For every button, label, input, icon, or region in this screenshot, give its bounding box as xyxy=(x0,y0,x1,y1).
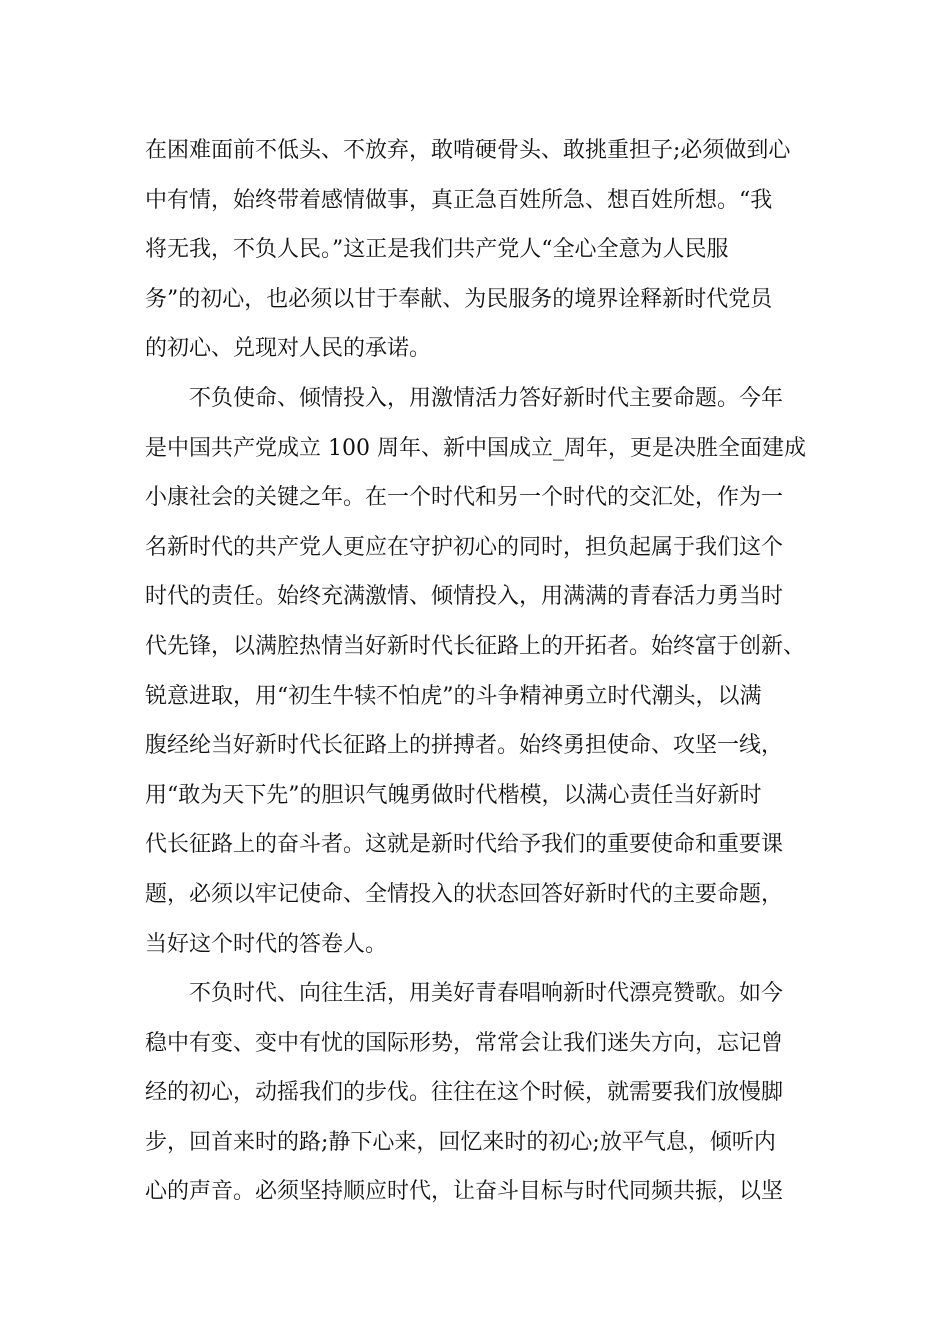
paragraph-line: 不负时代、向往生活，用美好青春唱响新时代漂亮赞歌。如今 xyxy=(189,981,784,1007)
paragraph-line: 在困难面前不低头、不放弃，敢啃硬骨头、敢挑重担子;必须做到心 xyxy=(145,138,791,163)
paragraph-1 xyxy=(145,126,825,374)
paragraph-line: 心的声音。必须坚持顺应时代，让奋斗目标与时代同频共振，以坚 xyxy=(145,1179,784,1205)
paragraph-line: 中有情，始终带着感情做事，真正急百姓所急、想百姓所想。“我 xyxy=(145,187,773,213)
paragraph-3 xyxy=(145,969,825,1217)
paragraph-line: 当好这个时代的答卷人。 xyxy=(145,931,388,957)
paragraph-line: 将无我，不负人民。”这正是我们共产党人“全心全意为人民服 xyxy=(145,237,729,263)
paragraph-line: 用“敢为天下先”的胆识气魄勇做时代楷模，以满心责任当好新时 xyxy=(145,782,762,808)
paragraph-line: 的初心、兑现对人民的承诺。 xyxy=(145,336,432,362)
paragraph-line: 锐意进取，用“初生牛犊不怕虎”的斗争精神勇立时代潮头，以满 xyxy=(145,683,762,709)
document-body xyxy=(145,126,825,1217)
paragraph-line: 时代的责任。始终充满激情、倾情投入，用满满的青春活力勇当时 xyxy=(145,584,784,610)
paragraph-line: 腹经纶当好新时代长征路上的拼搏者。始终勇担使命、攻坚一线， xyxy=(145,733,784,759)
paragraph-line: 小康社会的关键之年。在一个时代和另一个时代的交汇处，作为一 xyxy=(145,485,784,511)
paragraph-line: 代先锋，以满腔热情当好新时代长征路上的开拓者。始终富于创新、 xyxy=(145,633,806,659)
paragraph-line: 不负使命、倾情投入，用激情活力答好新时代主要命题。今年 xyxy=(189,385,784,411)
paragraph-2 xyxy=(145,374,825,969)
paragraph-line: 题，必须以牢记使命、全情投入的状态回答好新时代的主要命题， xyxy=(145,881,784,907)
paragraph-line: 稳中有变、变中有忧的国际形势，常常会让我们迷失方向，忘记曾 xyxy=(145,1030,784,1056)
paragraph-line: 经的初心，动摇我们的步伐。往往在这个时候，就需要我们放慢脚 xyxy=(145,1080,784,1106)
paragraph-line: 步，回首来时的路;静下心来，回忆来时的初心;放平气息，倾听内 xyxy=(145,1129,776,1155)
paragraph-line: 务”的初心，也必须以甘于奉献、为民服务的境界诠释新时代党员 xyxy=(145,286,773,312)
paragraph-line: 是中国共产党成立 100 周年、新中国成立_周年，更是决胜全面建成 xyxy=(145,435,806,461)
paragraph-line: 名新时代的共产党人更应在守护初心的同时，担负起属于我们这个 xyxy=(145,534,784,560)
paragraph-line: 代长征路上的奋斗者。这就是新时代给予我们的重要使命和重要课 xyxy=(145,832,784,858)
